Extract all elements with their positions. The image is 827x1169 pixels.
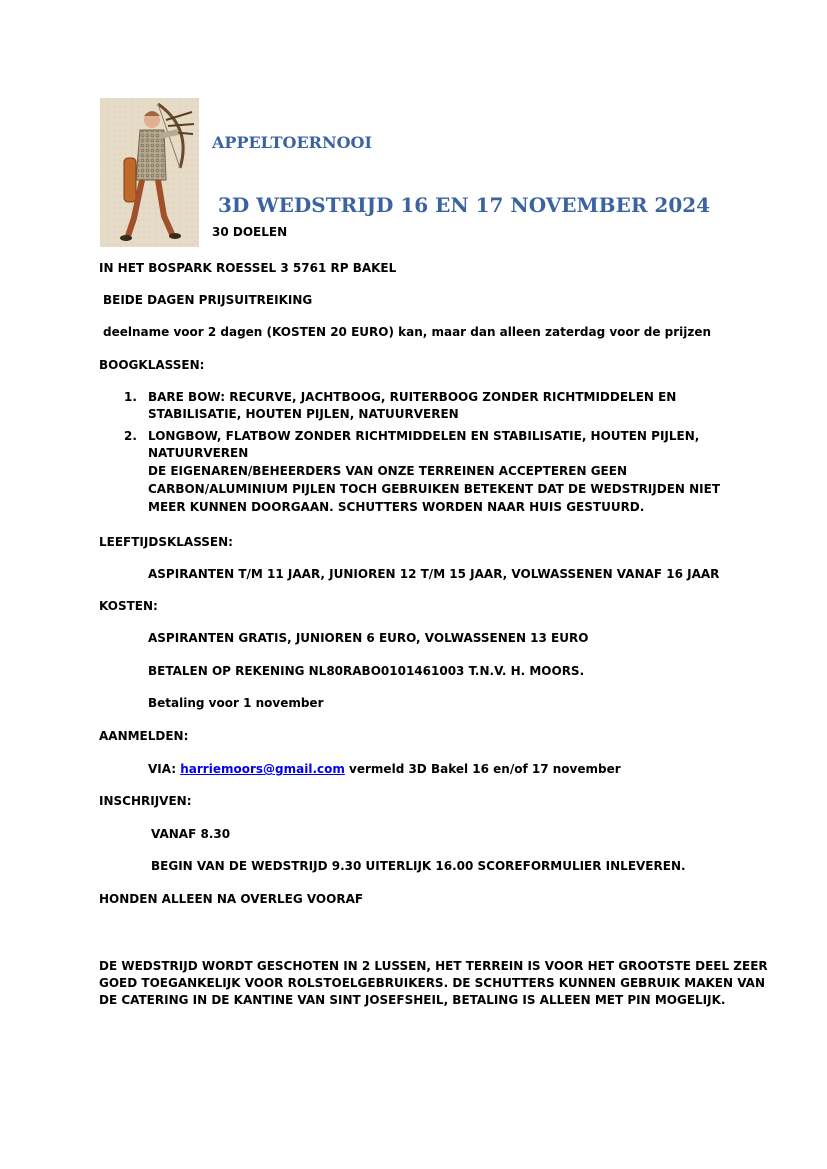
costs-prices: ASPIRANTEN GRATIS, JUNIOREN 6 EURO, VOLWASSENEN 13 EURO <box>148 631 589 645</box>
bow-class-1-line2: STABILISATIE, HOUTEN PIJLEN, NATUURVEREN <box>148 407 459 421</box>
dogs-note: HONDEN ALLEEN NA OVERLEG VOORAF <box>99 892 364 906</box>
arrow-warning-line1: DE EIGENAREN/BEHEERDERS VAN ONZE TERREINEN ACCEPTEREN GEEN <box>148 464 627 478</box>
age-classes-heading: LEEFTIJDSKLASSEN: <box>99 535 233 549</box>
closing-line3: DE CATERING IN DE KANTINE VAN SINT JOSEFSHEIL, BETALING IS ALLEEN MET PIN MOGELIJK. <box>99 993 726 1007</box>
event-title: 3D WEDSTRIJD 16 EN 17 NOVEMBER 2024 <box>218 193 711 217</box>
register-note: vermeld 3D Bakel 16 en/of 17 november <box>344 762 621 776</box>
age-classes-text: ASPIRANTEN T/M 11 JAAR, JUNIOREN 12 T/M 15 JAAR, VOLWASSENEN VANAF 16 JAAR <box>148 567 720 581</box>
arrow-warning-line3: MEER KUNNEN DOORGAAN. SCHUTTERS WORDEN NAAR HUIS GESTUURD. <box>148 500 645 514</box>
bow-class-2-line2: NATUURVEREN <box>148 446 249 460</box>
register-line <box>148 761 621 777</box>
prize-text: BEIDE DAGEN PRIJSUITREIKING <box>103 293 313 307</box>
signup-start: BEGIN VAN DE WEDSTRIJD 9.30 UITERLIJK 16.00 SCOREFORMULIER INLEVEREN. <box>151 859 686 873</box>
register-via-label: VIA: <box>148 762 181 776</box>
costs-heading: KOSTEN: <box>99 599 158 613</box>
archer-icon <box>100 98 199 247</box>
signup-from: VANAF 8.30 <box>151 827 231 841</box>
signup-heading: INSCHRIJVEN: <box>99 794 192 808</box>
arrow-warning-line2: CARBON/ALUMINIUM PIJLEN TOCH GEBRUIKEN BETEKENT DAT DE WEDSTRIJDEN NIET <box>148 482 721 496</box>
register-heading: AANMELDEN: <box>99 729 189 743</box>
costs-deadline: Betaling voor 1 november <box>148 696 324 710</box>
email-link[interactable]: harriemoors@gmail.com <box>180 762 345 776</box>
archer-illustration <box>100 98 199 247</box>
bow-class-number-1: 1. <box>124 390 137 404</box>
costs-account: BETALEN OP REKENING NL80RABO0101461003 T.N.V. H. MOORS. <box>148 664 585 678</box>
bow-class-number-2: 2. <box>124 429 137 443</box>
event-subtitle: APPELTOERNOOI <box>212 133 372 152</box>
target-count: 30 DOELEN <box>212 225 288 239</box>
closing-line1: DE WEDSTRIJD WORDT GESCHOTEN IN 2 LUSSEN, HET TERREIN IS VOOR HET GROOTSTE DEEL ZEER <box>99 959 768 973</box>
two-day-note: deelname voor 2 dagen (KOSTEN 20 EURO) kan, maar dan alleen zaterdag voor de prijzen <box>103 325 712 339</box>
bow-classes-heading: BOOGKLASSEN: <box>99 358 205 372</box>
closing-line2: GOED TOEGANKELIJK VOOR ROLSTOELGEBRUIKERS. DE SCHUTTERS KUNNEN GEBRUIK MAKEN VAN <box>99 976 765 990</box>
bow-class-2-line1: LONGBOW, FLATBOW ZONDER RICHTMIDDELEN EN STABILISATIE, HOUTEN PIJLEN, <box>148 429 700 443</box>
location-text: IN HET BOSPARK ROESSEL 3 5761 RP BAKEL <box>99 261 397 275</box>
bow-class-1-line1: BARE BOW: RECURVE, JACHTBOOG, RUITERBOOG ZONDER RICHTMIDDELEN EN <box>148 390 677 404</box>
